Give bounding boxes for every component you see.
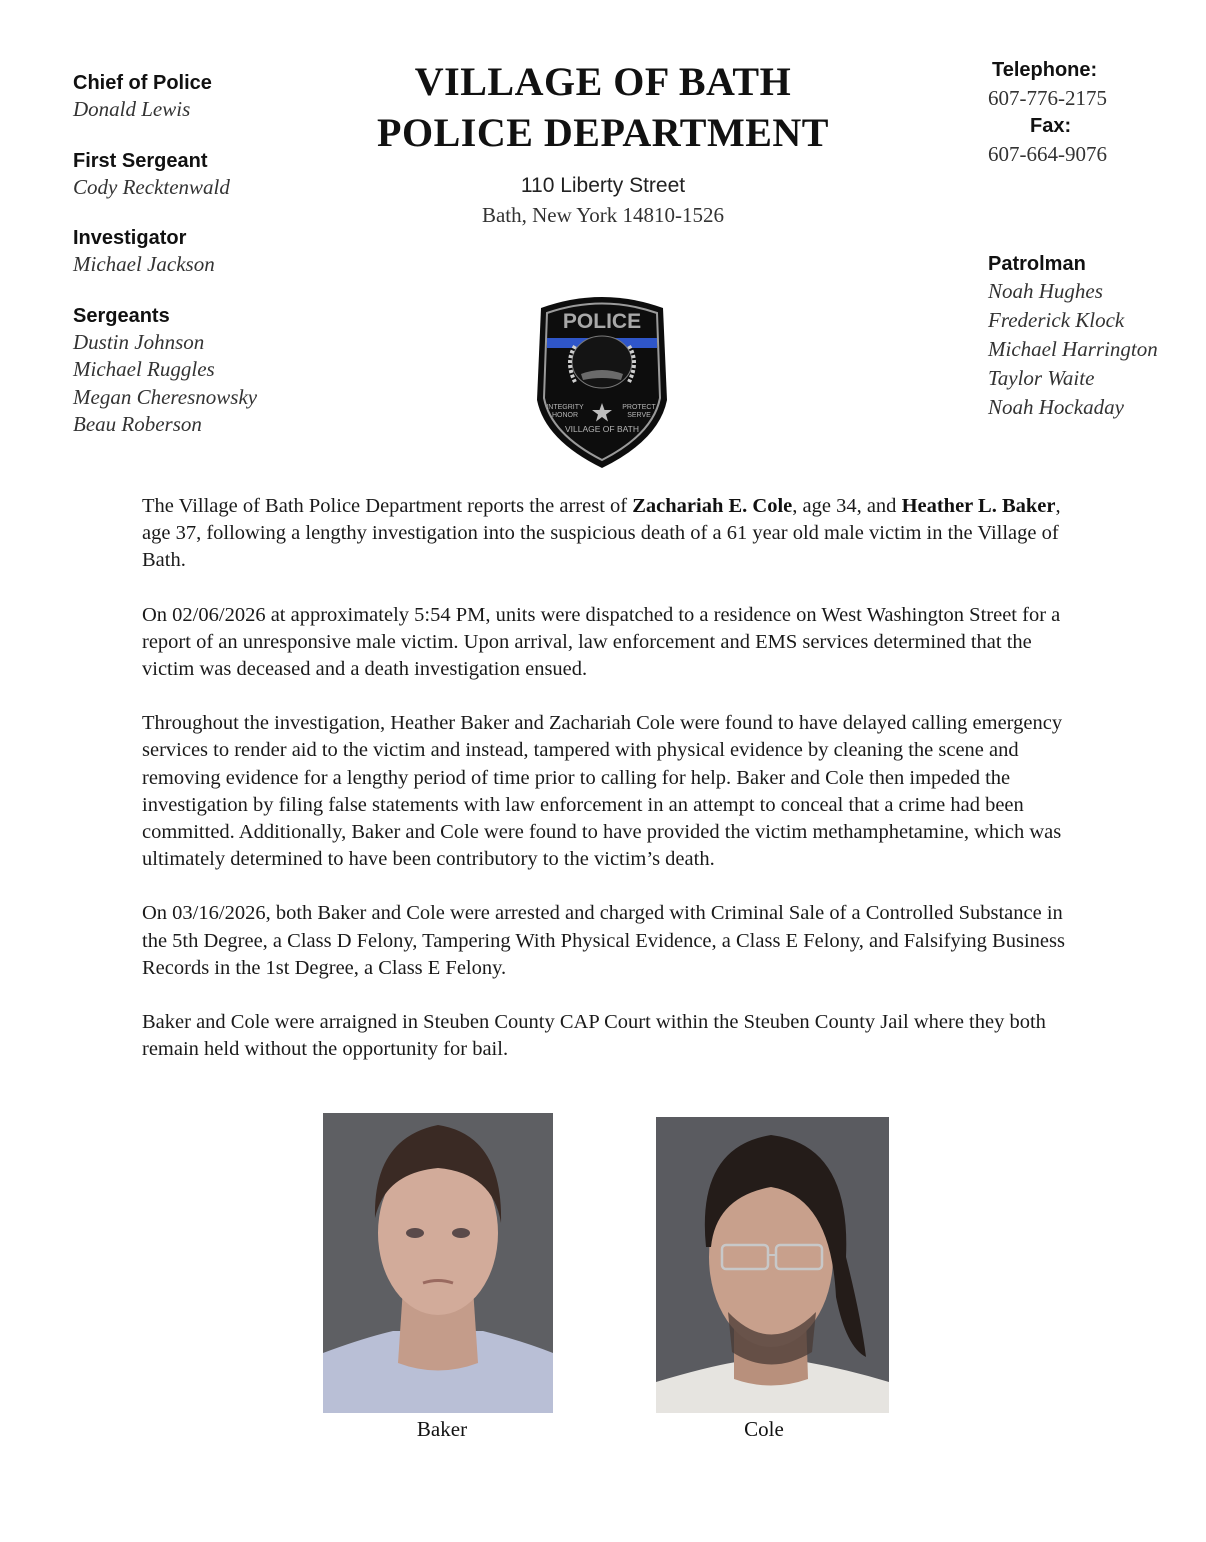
badge-motto-right-1: PROTECT (622, 404, 656, 411)
suspect-name-cole: Zachariah E. Cole (632, 495, 793, 517)
staff-role: First Sergeant (73, 149, 208, 172)
text-run: , age 34, and (792, 495, 902, 517)
staff-name: Noah Hughes (988, 279, 1103, 303)
text-run: The Village of Bath Police Department reports the arrest of (142, 495, 633, 517)
paragraph-investigation: Throughout the investigation, Heather Baker and Zachariah Cole were found to have delayed calling emergency services to render aid to the victim and instead, tampered with physical evidence by cleaning the scene and removing evidence for a lengthy period of time prior to calling for help. Baker and Cole then impeded the investigation by filing false statements with law enforcement in an attempt to conceal that a crime had been committed. Additionally, Baker and Cole were found to have provided the victim methamphetamine, which was ultimately determined to have been contributory to the victim’s death. (142, 712, 1063, 871)
photo-caption-cole: Cole (744, 1417, 784, 1441)
contact-column (988, 57, 1198, 169)
address-city: Bath, New York 14810-1526 (481, 203, 725, 227)
badge-motto-left-1: INTEGRITY (546, 404, 584, 411)
photo-caption-baker: Baker (416, 1417, 468, 1441)
title-line-1: VILLAGE OF BATH (414, 59, 792, 104)
staff-name: Michael Jackson (73, 252, 215, 276)
staff-name: Michael Harrington (988, 337, 1158, 361)
paragraph-arrest-summary (142, 493, 1072, 575)
photo-cole (656, 1117, 889, 1413)
department-title (330, 56, 876, 158)
paragraph-dispatch: On 02/06/2026 at approximately 5:54 PM, units were dispatched to a residence on West Washington Street for a report of an unresponsive male victim. Upon arrival, law enforcement and EMS services determined that the victim was deceased and a death investigation ensued. (142, 603, 1061, 681)
mugshot-baker-image (323, 1113, 553, 1413)
telephone-label: Telephone: (992, 59, 1098, 81)
paragraph-charges: On 03/16/2026, both Baker and Cole were arrested and charged with Criminal Sale of a Controlled Substance in the 5th Degree, a Class D Felony, Tampering With Physical Evidence, a Class E Felony, and Falsifying Business Records in the 1st Degree, a Class E Felony. (142, 902, 1065, 979)
fax-number: 607-664-9076 (988, 142, 1107, 166)
staff-name: Megan Cheresnowsky (73, 384, 258, 409)
staff-group-chief (73, 70, 353, 124)
mugshot-cole-image (656, 1117, 889, 1413)
staff-name: Dustin Johnson (73, 329, 205, 354)
staff-group-first-sergeant (73, 148, 353, 202)
photo-baker (323, 1113, 553, 1413)
staff-name: Frederick Klock (988, 308, 1125, 332)
staff-role: Patrolman (988, 253, 1086, 275)
staff-name: Beau Roberson (73, 412, 202, 436)
title-line-2: POLICE DEPARTMENT (377, 110, 829, 155)
staff-name: Taylor Waite (988, 366, 1095, 390)
badge-center-seal (572, 336, 632, 388)
badge-motto-left-2: HONOR (551, 412, 579, 419)
staff-name: Donald Lewis (73, 97, 191, 121)
press-release-body (142, 493, 1072, 1090)
badge-top-text: POLICE (562, 310, 642, 333)
staff-role: Chief of Police (73, 72, 212, 94)
staff-name: Cody Recktenwald (73, 174, 230, 199)
text-run: , age 37, following a lengthy investigation into the suspicious death of a 61 year old male victim in the Village of Bath. (142, 495, 1061, 572)
address-street: 110 Liberty Street (520, 174, 686, 197)
badge-bottom-text: VILLAGE OF BATH (564, 424, 640, 434)
staff-name: Noah Hockaday (988, 395, 1124, 419)
staff-name: Michael Ruggles (73, 357, 215, 381)
telephone-number: 607-776-2175 (988, 86, 1107, 110)
fax-label: Fax: (1030, 115, 1072, 137)
suspect-name-baker: Heather L. Baker (901, 495, 1056, 517)
patrolman-column (988, 251, 1203, 422)
staff-left-column (73, 70, 353, 463)
staff-group-sergeants (73, 303, 353, 439)
police-badge-logo (531, 290, 673, 470)
staff-group-investigator (73, 225, 353, 279)
badge-motto-right-2: SERVE (627, 412, 651, 419)
paragraph-arraignment: Baker and Cole were arraigned in Steuben County CAP Court within the Steuben County Jail where they both remain held without the opportunity for bail. (142, 1011, 1046, 1061)
staff-role: Investigator (73, 227, 187, 249)
staff-role: Sergeants (73, 304, 170, 327)
